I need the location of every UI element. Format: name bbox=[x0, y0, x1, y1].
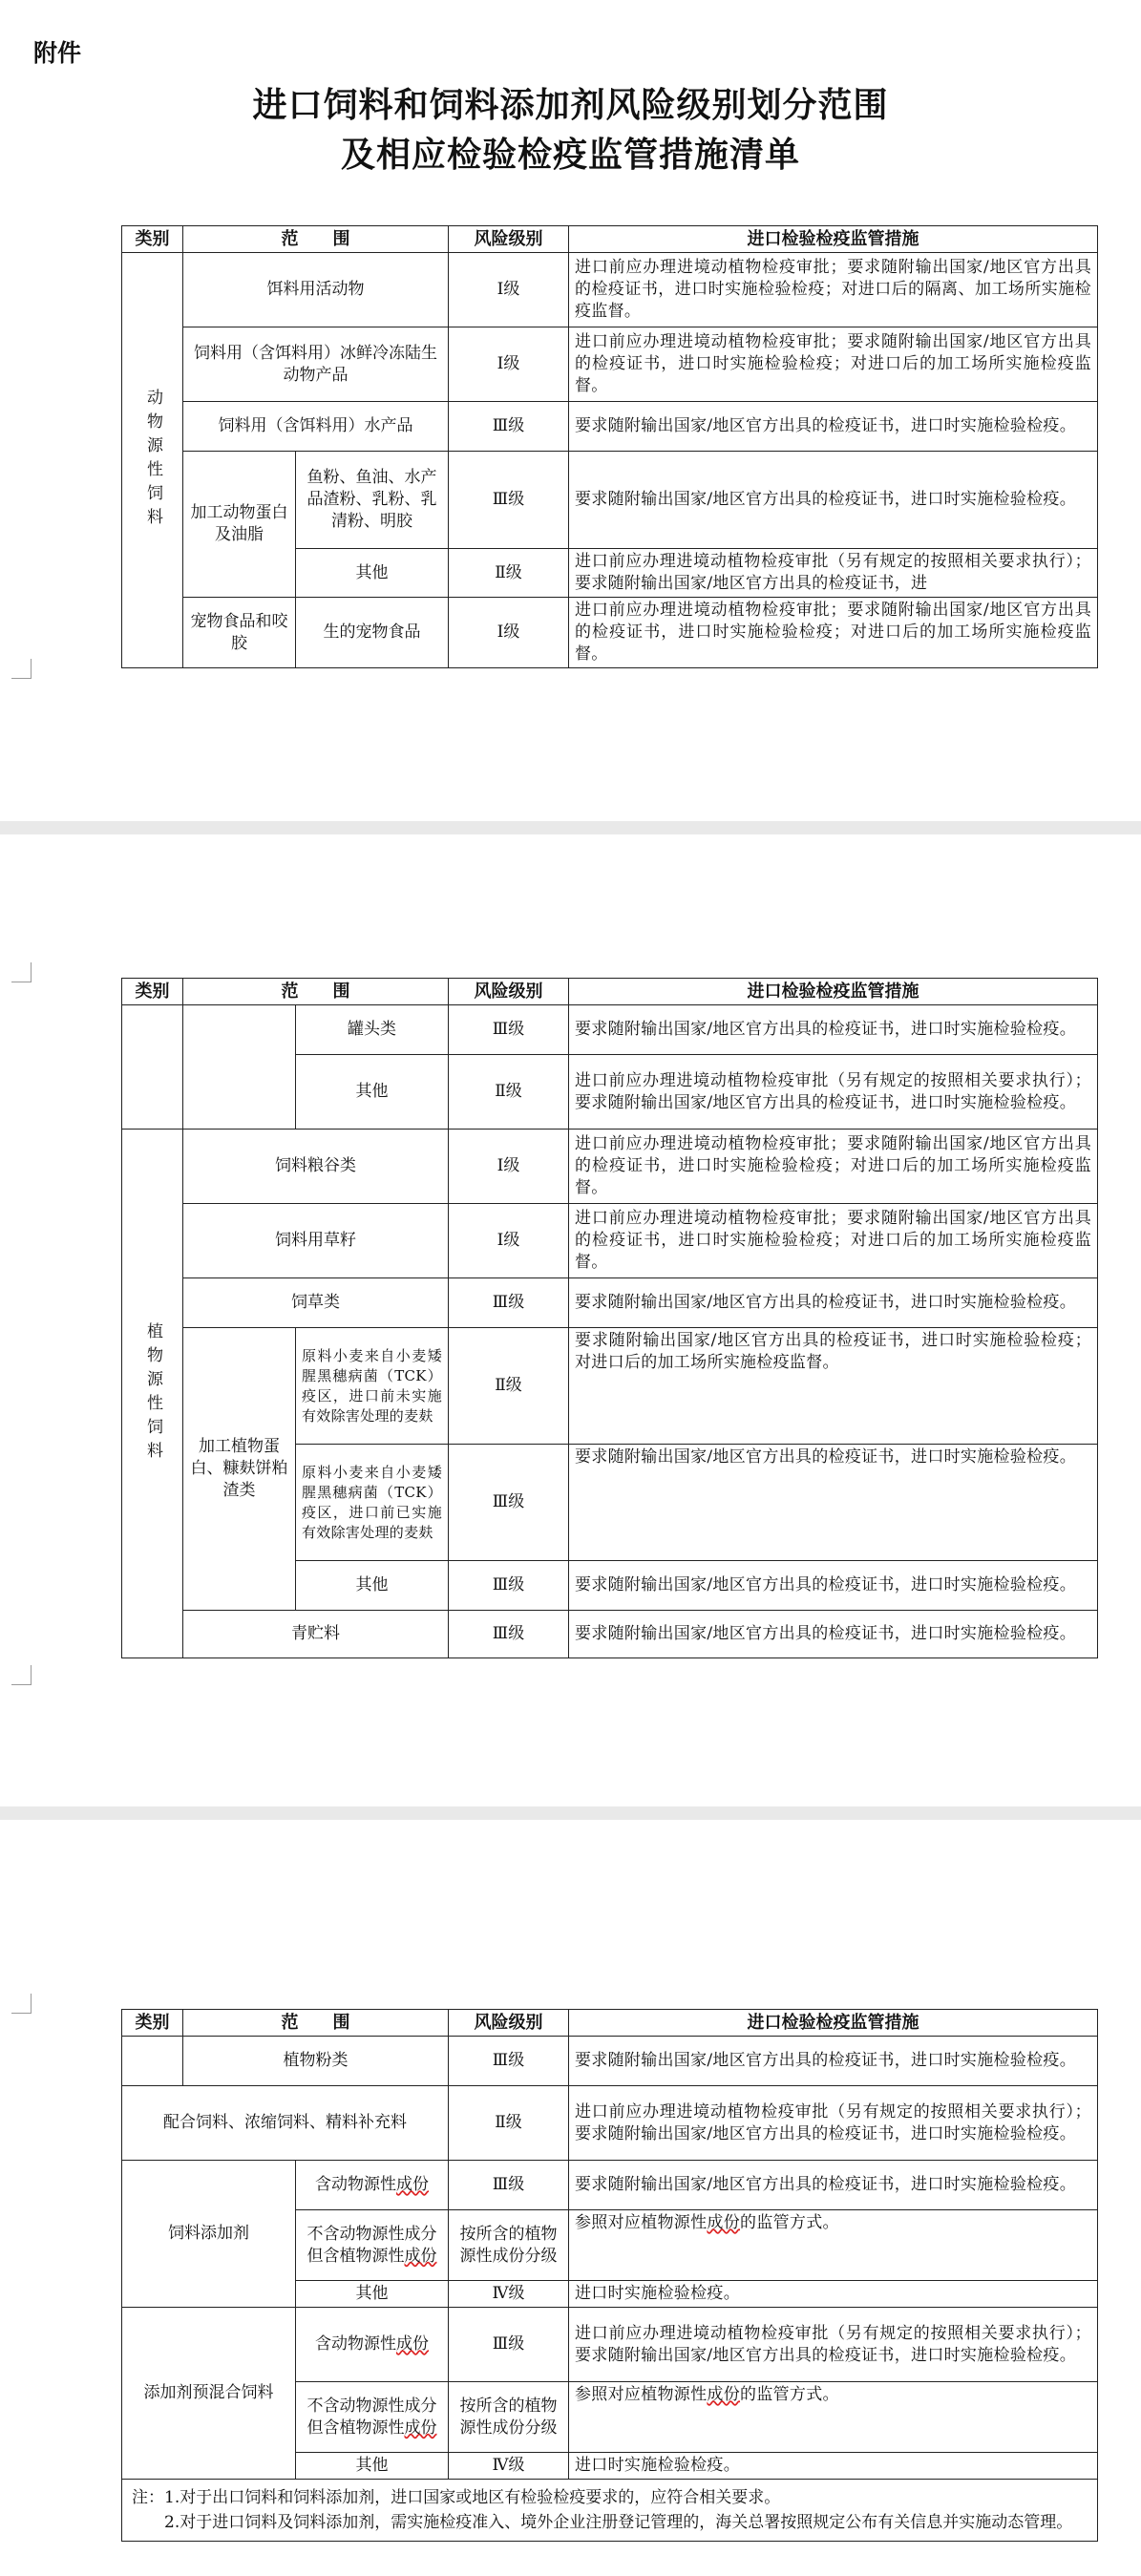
measure-cell: 要求随附输出国家/地区官方出具的检疫证书，进口时实施检验检疫。 bbox=[569, 2161, 1098, 2210]
scope-flagged-word: 成份 bbox=[396, 2334, 429, 2354]
category-continued bbox=[122, 2037, 183, 2086]
risk-cell: Ⅱ级 bbox=[449, 2086, 569, 2161]
measure-cell: 要求随附输出国家/地区官方出具的检疫证书，进口时实施检验检疫。 bbox=[569, 1278, 1098, 1328]
measure-cell: 要求随附输出国家/地区官方出具的检疫证书，进口时实施检验检疫。 bbox=[569, 2037, 1098, 2086]
page-corner-mark bbox=[11, 1665, 32, 1685]
header-measures: 进口检验检疫监管措施 bbox=[569, 2010, 1098, 2037]
attachment-label: 附件 bbox=[33, 39, 82, 67]
scope-flagged-word: 成份 bbox=[404, 2418, 437, 2438]
measure-cell: 进口时实施检验检疫。 bbox=[569, 2453, 1098, 2480]
scope-cell: 饲料用（含饵料用）冰鲜冷冻陆生动物产品 bbox=[183, 327, 449, 402]
scope-cell: 饲料粮谷类 bbox=[183, 1130, 449, 1204]
note-2: 2.对于进口饲料及饲料添加剂，需实施检疫准入、境外企业注册登记管理的，海关总署按照规定公布有关信息并实施动态管理。 bbox=[164, 2513, 1073, 2532]
risk-cell: Ⅰ级 bbox=[449, 1130, 569, 1204]
scope-text: 不含动物源性成分但含植物源性 bbox=[306, 2224, 437, 2266]
header-measures: 进口检验检疫监管措施 bbox=[569, 979, 1098, 1005]
risk-cell: Ⅲ级 bbox=[449, 2161, 569, 2210]
risk-cell: Ⅲ级 bbox=[449, 402, 569, 452]
measure-text: 的监管方式。 bbox=[740, 2213, 839, 2232]
measure-cell: 进口前应办理进境动植物检疫审批；要求随附输出国家/地区官方出具的检疫证书，进口时实施检验检疫；对进口后的隔离、加工场所实施检疫监督。 bbox=[569, 253, 1098, 327]
scope-cell: 其他 bbox=[296, 2453, 449, 2480]
document-title-line-1: 进口饲料和饲料添加剂风险级别划分范围 bbox=[252, 85, 889, 125]
risk-cell: Ⅱ级 bbox=[449, 1055, 569, 1130]
page-corner-mark bbox=[11, 962, 32, 982]
measure-text: 参照对应植物源性 bbox=[575, 2385, 708, 2404]
scope-flagged-word: 成份 bbox=[396, 2175, 429, 2194]
document-page-1 bbox=[0, 0, 1141, 821]
risk-cell: Ⅲ级 bbox=[449, 2308, 569, 2382]
page-corner-mark bbox=[11, 1994, 32, 2014]
measure-flagged-word: 成份 bbox=[707, 2385, 741, 2404]
risk-cell: Ⅲ级 bbox=[449, 1005, 569, 1055]
group-continued bbox=[183, 1005, 296, 1130]
document-page-3 bbox=[0, 1820, 1141, 2576]
group-additive-premix: 添加剂预混合饲料 bbox=[122, 2308, 296, 2480]
risk-cell: Ⅲ级 bbox=[449, 1278, 569, 1328]
note-1: 注：1.对于出口饲料和饲料添加剂，进口国家或地区有检验检疫要求的，应符合相关要求。 bbox=[132, 2488, 781, 2507]
measure-cell: 进口前应办理进境动植物检疫审批；要求随附输出国家/地区官方出具的检疫证书，进口时实施检验检疫；对进口后的加工场所实施检疫监督。 bbox=[569, 1204, 1098, 1278]
category-animal: 动物源性饲料 bbox=[122, 253, 183, 668]
scope-cell: 饲料用草籽 bbox=[183, 1204, 449, 1278]
scope-cell: 植物粉类 bbox=[183, 2037, 449, 2086]
header-risk: 风险级别 bbox=[449, 979, 569, 1005]
scope-cell: 饲草类 bbox=[183, 1278, 449, 1328]
measure-cell: 进口前应办理进境动植物检疫审批（另有规定的按照相关要求执行）；要求随附输出国家/地区官方出具的检疫证书，进口时实施检验检疫。 bbox=[569, 1055, 1098, 1130]
scope-text: 含动物源性 bbox=[315, 2334, 396, 2354]
measure-text: 参照对应植物源性 bbox=[575, 2213, 708, 2232]
header-measures: 进口检验检疫监管措施 bbox=[569, 226, 1098, 253]
group-pet-food: 宠物食品和咬胶 bbox=[183, 598, 296, 668]
risk-cell: Ⅲ级 bbox=[449, 1561, 569, 1611]
risk-cell: Ⅱ级 bbox=[449, 1328, 569, 1445]
header-scope: 范 围 bbox=[183, 979, 449, 1005]
scope-cell: 其他 bbox=[296, 549, 449, 598]
category-continued bbox=[122, 1005, 183, 1130]
measure-cell: 要求随附输出国家/地区官方出具的检疫证书，进口时实施检验检疫。 bbox=[569, 402, 1098, 452]
scope-cell bbox=[296, 2382, 449, 2453]
risk-cell: Ⅰ级 bbox=[449, 598, 569, 668]
category-plant: 植物源性饲料 bbox=[122, 1130, 183, 1658]
scope-flagged-word: 成份 bbox=[404, 2246, 437, 2266]
risk-cell: Ⅱ级 bbox=[449, 549, 569, 598]
scope-cell: 生的宠物食品 bbox=[296, 598, 449, 668]
measure-cell: 进口前应办理进境动植物检疫审批（另有规定的按照相关要求执行）；要求随附输出国家/地区官方出具的检疫证书，进口时实施检验检疫。 bbox=[569, 2308, 1098, 2382]
header-risk: 风险级别 bbox=[449, 2010, 569, 2037]
measure-cell: 要求随附输出国家/地区官方出具的检疫证书，进口时实施检验检疫。 bbox=[569, 1561, 1098, 1611]
scope-text: 不含动物源性成分但含植物源性 bbox=[306, 2396, 437, 2438]
risk-cell: Ⅰ级 bbox=[449, 253, 569, 327]
risk-table-part-3 bbox=[121, 2009, 1098, 2542]
risk-cell: Ⅲ级 bbox=[449, 1445, 569, 1561]
risk-cell: Ⅳ级 bbox=[449, 2453, 569, 2480]
scope-text: 含动物源性 bbox=[315, 2175, 396, 2194]
risk-cell: Ⅲ级 bbox=[449, 1611, 569, 1658]
scope-cell: 饵料用活动物 bbox=[183, 253, 449, 327]
scope-cell: 其他 bbox=[296, 1055, 449, 1130]
scope-cell: 青贮料 bbox=[183, 1611, 449, 1658]
scope-cell: 罐头类 bbox=[296, 1005, 449, 1055]
measure-cell: 要求随附输出国家/地区官方出具的检疫证书，进口时实施检验检疫。 bbox=[569, 1005, 1098, 1055]
scope-cell: 原料小麦来自小麦矮腥黑穗病菌（TCK）疫区，进口前未实施有效除害处理的麦麸 bbox=[296, 1328, 449, 1445]
header-category: 类别 bbox=[122, 2010, 183, 2037]
scope-cell: 饲料用（含饵料用）水产品 bbox=[183, 402, 449, 452]
risk-table-part-1 bbox=[121, 225, 1098, 668]
document-title-line-2: 及相应检验检疫监管措施清单 bbox=[340, 135, 800, 175]
scope-cell: 其他 bbox=[296, 2281, 449, 2308]
scope-cell bbox=[296, 2161, 449, 2210]
risk-cell: 按所含的植物源性成份分级 bbox=[449, 2210, 569, 2281]
measure-cell: 要求随附输出国家/地区官方出具的检疫证书，进口时实施检验检疫。 bbox=[569, 452, 1098, 549]
scope-cell: 原料小麦来自小麦矮腥黑穗病菌（TCK）疫区，进口前已实施有效除害处理的麦麸 bbox=[296, 1445, 449, 1561]
scope-cell bbox=[296, 2210, 449, 2281]
measure-cell: 要求随附输出国家/地区官方出具的检疫证书，进口时实施检验检疫；对进口后的加工场所实施检疫监督。 bbox=[569, 1328, 1098, 1445]
group-processed-animal-protein: 加工动物蛋白及油脂 bbox=[183, 452, 296, 598]
measure-cell: 进口前应办理进境动植物检疫审批；要求随附输出国家/地区官方出具的检疫证书，进口时实施检验检疫；对进口后的加工场所实施检疫监督。 bbox=[569, 327, 1098, 402]
scope-cell: 其他 bbox=[296, 1561, 449, 1611]
measure-cell: 进口前应办理进境动植物检疫审批（另有规定的按照相关要求执行）；要求随附输出国家/地区官方出具的检疫证书，进 bbox=[569, 549, 1098, 598]
scope-cell bbox=[296, 2308, 449, 2382]
measure-cell: 进口前应办理进境动植物检疫审批（另有规定的按照相关要求执行）；要求随附输出国家/地区官方出具的检疫证书，进口时实施检验检疫。 bbox=[569, 2086, 1098, 2161]
risk-cell: Ⅰ级 bbox=[449, 327, 569, 402]
measure-cell: 进口前应办理进境动植物检疫审批；要求随附输出国家/地区官方出具的检疫证书，进口时实施检验检疫；对进口后的加工场所实施检疫监督。 bbox=[569, 1130, 1098, 1204]
header-scope: 范 围 bbox=[183, 2010, 449, 2037]
measure-cell: 要求随附输出国家/地区官方出具的检疫证书，进口时实施检验检疫。 bbox=[569, 1445, 1098, 1561]
page-corner-mark bbox=[11, 659, 32, 679]
risk-table-part-2 bbox=[121, 978, 1098, 1658]
header-category: 类别 bbox=[122, 226, 183, 253]
risk-cell: Ⅲ级 bbox=[449, 2037, 569, 2086]
scope-cell: 鱼粉、鱼油、水产品渣粉、乳粉、乳清粉、明胶 bbox=[296, 452, 449, 549]
risk-cell: Ⅳ级 bbox=[449, 2281, 569, 2308]
group-processed-plant-protein: 加工植物蛋白、糠麸饼粕渣类 bbox=[183, 1328, 296, 1611]
document-page-2 bbox=[0, 834, 1141, 1806]
risk-cell: Ⅲ级 bbox=[449, 452, 569, 549]
header-category: 类别 bbox=[122, 979, 183, 1005]
header-scope: 范 围 bbox=[183, 226, 449, 253]
table-notes bbox=[122, 2480, 1098, 2542]
measure-cell: 进口时实施检验检疫。 bbox=[569, 2281, 1098, 2308]
group-feed-additive: 饲料添加剂 bbox=[122, 2161, 296, 2308]
measure-cell: 进口前应办理进境动植物检疫审批；要求随附输出国家/地区官方出具的检疫证书，进口时实施检验检疫；对进口后的加工场所实施检疫监督。 bbox=[569, 598, 1098, 668]
measure-cell: 要求随附输出国家/地区官方出具的检疫证书，进口时实施检验检疫。 bbox=[569, 1611, 1098, 1658]
measure-flagged-word: 成份 bbox=[707, 2213, 741, 2232]
measure-cell bbox=[569, 2210, 1098, 2281]
header-risk: 风险级别 bbox=[449, 226, 569, 253]
risk-cell: 按所含的植物源性成份分级 bbox=[449, 2382, 569, 2453]
scope-cell: 配合饲料、浓缩饲料、精料补充料 bbox=[122, 2086, 449, 2161]
risk-cell: Ⅰ级 bbox=[449, 1204, 569, 1278]
measure-text: 的监管方式。 bbox=[740, 2385, 839, 2404]
measure-cell bbox=[569, 2382, 1098, 2453]
